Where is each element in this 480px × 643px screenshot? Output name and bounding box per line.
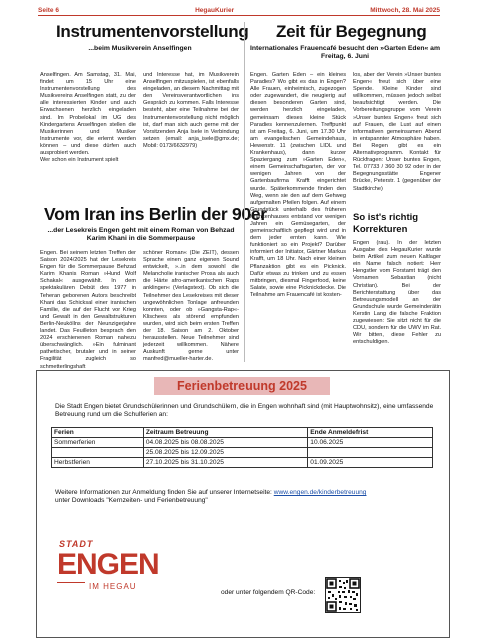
- table-cell: [52, 448, 144, 458]
- correction-heading-1: So ist's richtig: [353, 212, 419, 223]
- publication-name: HegauKurier: [195, 6, 235, 14]
- logo-im-hegau: IM HEGAU: [89, 582, 137, 591]
- table-cell: 04.08.2025 bis 08.08.2025: [143, 438, 307, 448]
- header-rule: [38, 15, 440, 16]
- holiday-care-more-info: Weitere Informationen zur Anmeldung finden Sie auf unserer Internetseite: www.engen.de/kinderbetreuung unter Downloads "Kernzeiten- und Ferienbetreuung": [55, 489, 367, 504]
- table-cell: Sommerferien: [52, 438, 144, 448]
- holiday-care-title: Ferienbetreuung 2025: [154, 377, 330, 395]
- logo-rule: [57, 582, 85, 583]
- logo-stadt: STADT: [59, 539, 94, 549]
- article-subtitle-meeting: Internationales Frauencafé besucht den »Garten Eden« am Freitag, 6. Juni: [250, 45, 440, 61]
- table-row: [52, 448, 433, 458]
- table-row: [52, 458, 433, 468]
- article-body-iran-col1: Engen. Bei seinem letzten Treffen der Saison 2024/2025 hat der Lesekreis Engen für die Sommerpause Behzad Karim Khanis Roman »Hund Wolf Schakal« ausgewählt. In dem spektakulären Debüt des 1977 in Teheran geborenen Autors beschreibt Khani das Schicksal einer iranischen Familie, die auf der Flucht vor Krieg und Gewalt in den Gewaltstrukturen Berlin-Neuköllns der Neunzigerjahre landet. Das Feuilleton besprach den 2024 erschienenen Roman nahezu überschwänglich. »Ein fulminant pathetischer, brutaler und in seiner Fragilität zugleich so schmetterlingshaft: [40, 250, 136, 370]
- table-cell: [308, 448, 433, 458]
- page-number: Seite 6: [38, 6, 59, 14]
- table-cell: Herbstferien: [52, 458, 144, 468]
- table-header: Zeitraum Betreuung: [143, 428, 307, 438]
- qr-caption: oder unter folgendem QR-Code:: [221, 589, 316, 596]
- holiday-care-table: [51, 427, 433, 468]
- article-subtitle-iran: ...der Lesekreis Engen geht mit einem Roman von Behzad Karim Khani in die Sommerpause: [47, 227, 235, 243]
- article-body-iran-col2: schöner Roman« (Die ZEIT), dessen Sprache einen ganz eigenen Sound entwickelt, »..in dem sowohl die Melancholie iranischer Prosa als auch die Härte afro-amerikanischen Raps anklingen« (Verlagstext). Ob sich die Teilnehmer des Lesekreises mit dieser ungewöhnlichen Tonlage anfreunden konnten, oder ob »Gangsta-Rap«-Klischees als störend empfunden wurden, wird sich beim ersten Treffen der 18. Saison am 2. Oktober herausstellen. Neue Teilnehmer sind jederzeit willkommen. Nähere Auskunft gerne unter manfred@mueller-harter.de.: [143, 250, 239, 363]
- table-cell: 25.08.2025 bis 12.09.2025: [143, 448, 307, 458]
- holiday-care-intro: Die Stadt Engen bietet Grundschülerinnen und Grundschülern, die in Engen wohnhaft sind (mit Hauptwohnsitz), eine umfassende Betreuung rund um die Schulferien an:: [55, 403, 434, 418]
- article-body-instruments-col2: und Interesse hat, im Musikverein Anselfingen mitzuspielen, ist ebenfalls eingeladen, an diesem Nachmittag mit den Vereinsverantwortlichen ins Gespräch zu kommen. Falls Interesse besteht, aber eine Teilnahme bei der Instrumentenvorstellung nicht möglich ist, darf man sich auch gerne mit der Vorsitzenden Anja Isele in Verbindung setzen (email: anja_isele@gmx.de; Mobil: 0173/6632979): [143, 72, 239, 149]
- table-header-row: [52, 428, 433, 438]
- kinderbetreuung-link[interactable]: www.engen.de/kinderbetreuung: [273, 489, 367, 496]
- table-header: Ende Anmeldefrist: [308, 428, 433, 438]
- correction-heading-2: Korrekturen: [353, 224, 408, 235]
- logo-engen: ENGEN: [57, 548, 159, 581]
- table-header: Ferien: [52, 428, 144, 438]
- article-body-instruments-col1: Anselfingen. Am Samstag, 31. Mai, findet um 15 Uhr eine Instrumentenvorstellung des Musikvereins Anselfingen statt, zu der alle interessierten Kinder und auch Erwachsenen herzlich eingeladen sind. Im Probelokal im UG des Kindergartens Anselfingen stellen die Musikerinnen und Musiker Instrumente vor, die erlernt werden können – und diese dürfen auch ausprobiert werden. Wer schon ein Instrument spielt: [40, 72, 136, 164]
- article-title-iran: Vom Iran ins Berlin der 90er: [44, 204, 267, 224]
- article-subtitle-instruments: ...beim Musikverein Anselfingen: [88, 45, 192, 52]
- holiday-care-box: [36, 370, 450, 638]
- column-divider: [244, 22, 245, 362]
- table-cell: 10.06.2025: [308, 438, 433, 448]
- article-body-meeting-col2: los, aber der Verein »Unser buntes Engen« freut sich über eine Spende. Kleine Kinder sind willkommen, müssen jedoch selbst beaufsichtigt werden. Die Vorbereitungsgruppe vom Verein »Unser buntes Engen« freut sich auf Frauen, die Lust auf einen informativen gemeinsamen Abend in entspannter Atmosphäre haben. Bei Regen gibt es ein Alternativprogramm. Kontakt für Rückfragen: Unser buntes Engen, Tel. 07733 / 360 30 92 oder in der Begegnungsstätte Engener Brücke, Peterstr. 1 (gegenüber der Stadtkirche): [353, 72, 441, 192]
- article-title-meeting: Zeit für Begegnung: [276, 22, 427, 41]
- article-body-meeting-col1: Engen. Garten Eden – ein kleines Paradies? Wo gibt es das in Engen? Alle Frauen, einheimisch, zugezogen oder zugewandert, die neugierig auf diesen besonderen Garten sind, werden herzlich eingeladen, gemeinsam dieses kleine Stück Paradies kennenzulernen. Treffpunkt ist am Freitag, 6. Juni, um 17.30 Uhr am evangelischen Gemeindehaus, Hewenstr. 11 (zwischen LIDL und Krankenhaus), dann kurzer Spaziergang zum »Garten Eden«, einem Gemeinschaftsgarten, der vor wenigen Jahren von der Gartenbaufirma Krafft eingerichtet wurde. Späterkommende finden den Weg, wenn sie den auf dem Gehweg aufgemalten Pfeilen folgen. Auf einem Grundstück unterhalb des früheren Krankenhauses entstand vor wenigen Jahren ein Gemüsegarten, der gemeinschaftlich gepflegt wird und in dem jeder ernten kann. Wie funktioniert so ein Projekt? Darüber informiert der Initiator, Gärtner Markus Krafft, um 18 Uhr. Nach einer kleinen Pflanzaktion gibt es ein Picknick. Dafür etwas zu trinken und zu essen mitbringen, diesmal Fingerfood, keine Salate, sowie eine Picknickdecke. Die Teilnahme am Frauencafé ist kosten-: [250, 72, 346, 298]
- table-cell: 27.10.2025 bis 31.10.2025: [143, 458, 307, 468]
- table-cell: 01.09.2025: [308, 458, 433, 468]
- qr-code-icon[interactable]: [325, 577, 361, 613]
- correction-body: Engen (rau). In der letzten Ausgabe des HegauKurier wurde beim Artikel zum neuen Kaltlager ein Name falsch notiert: Herr Hengstler vom Forstamt trägt den Vornamen Sebastian (nicht Christian). Bei der Berichterstattung über das Betreuungsmodell an der Grundschule wurde Gemeinderätin Kerstin Lang die falsche Fraktion zugewiesen: Sie sitzt nicht für die CDU, sondern für die UWV im Rat. Wir bitten, diese Fehler zu entschuldigen.: [353, 240, 441, 346]
- article-title-instruments: Instrumentenvorstellung: [56, 22, 249, 41]
- stadt-engen-logo: [55, 537, 169, 607]
- table-row: [52, 438, 433, 448]
- issue-date: Mittwoch, 28. Mai 2025: [370, 6, 440, 14]
